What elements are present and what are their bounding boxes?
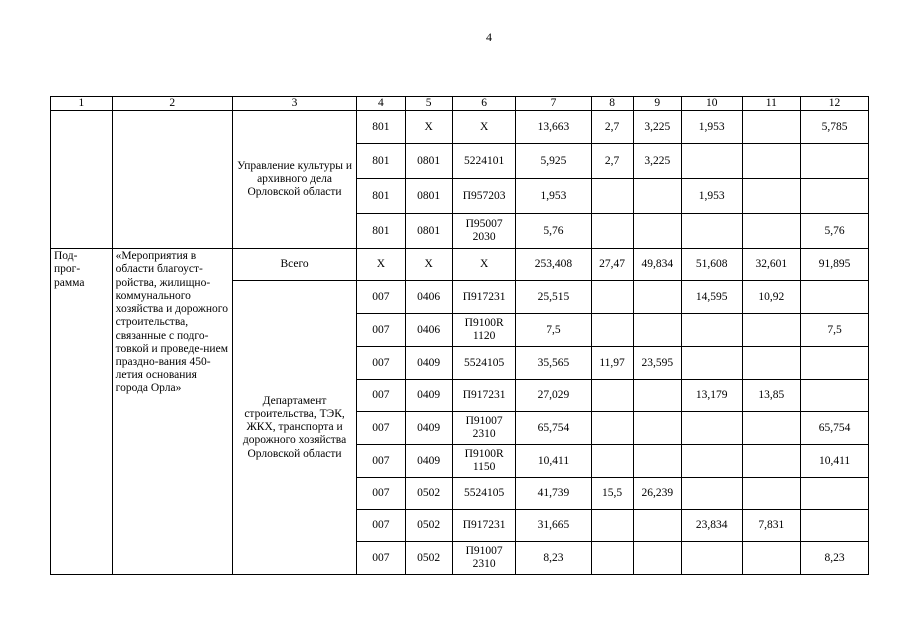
table-cell xyxy=(633,179,681,214)
table-cell xyxy=(591,380,633,412)
page-number: 4 xyxy=(486,30,492,44)
column-number: 10 xyxy=(681,97,742,111)
table-cell: П917231 xyxy=(452,380,516,412)
table-cell: 0409 xyxy=(405,347,452,380)
table-cell: 801 xyxy=(357,111,405,144)
table-cell: 007 xyxy=(357,510,405,542)
table-cell xyxy=(681,347,742,380)
table-cell: 35,565 xyxy=(516,347,591,380)
table-cell: 31,665 xyxy=(516,510,591,542)
table-cell: 51,608 xyxy=(681,249,742,281)
table-cell: 11,97 xyxy=(591,347,633,380)
table-cell xyxy=(742,111,801,144)
table-cell: 65,754 xyxy=(516,412,591,445)
table-cell: 007 xyxy=(357,478,405,510)
table-cell: 5,76 xyxy=(801,214,869,249)
table-cell xyxy=(801,144,869,179)
table-cell xyxy=(681,412,742,445)
table-cell: 007 xyxy=(357,445,405,478)
table-cell: П9100R 1120 xyxy=(452,314,516,347)
table-cell: X xyxy=(452,111,516,144)
table-cell: 0409 xyxy=(405,380,452,412)
table-cell: 801 xyxy=(357,179,405,214)
table-cell: 13,179 xyxy=(681,380,742,412)
table-cell: 0502 xyxy=(405,510,452,542)
organization-cell: Департамент строительства, ТЭК, ЖКХ, транспорта и дорожного хозяйства Орловской области xyxy=(232,281,356,575)
table-cell xyxy=(633,542,681,575)
table-cell: 007 xyxy=(357,380,405,412)
table-cell: 801 xyxy=(357,214,405,249)
table-cell xyxy=(633,412,681,445)
table-cell: 32,601 xyxy=(742,249,801,281)
table-cell xyxy=(633,510,681,542)
table-cell: 23,595 xyxy=(633,347,681,380)
table-cell: 10,411 xyxy=(801,445,869,478)
budget-table xyxy=(50,96,869,575)
table-cell: 0502 xyxy=(405,478,452,510)
empty-cell xyxy=(51,111,113,249)
table-cell: 14,595 xyxy=(681,281,742,314)
table-cell: 1,953 xyxy=(516,179,591,214)
column-number: 5 xyxy=(405,97,452,111)
table-cell: П91007 2310 xyxy=(452,542,516,575)
column-number: 2 xyxy=(112,97,232,111)
table-cell: 2,7 xyxy=(591,144,633,179)
table-cell xyxy=(633,380,681,412)
table-cell: 007 xyxy=(357,412,405,445)
table-cell: П9100R 1150 xyxy=(452,445,516,478)
subprogram-title-cell: «Мероприятия в области благоуст-ройства, жилищно-коммунального хозяйства и дорожного строительства, связанные с подго-товкой и проведе-нием праздно-вания 450-летия основания города Орла» xyxy=(112,249,232,575)
table-cell xyxy=(591,214,633,249)
table-cell xyxy=(591,179,633,214)
table-cell: 0406 xyxy=(405,314,452,347)
table-cell xyxy=(681,542,742,575)
subprogram-type-cell: Под- прог- рамма xyxy=(51,249,113,575)
table-cell xyxy=(742,314,801,347)
table-cell xyxy=(681,445,742,478)
total-row xyxy=(51,249,869,281)
table-cell xyxy=(742,179,801,214)
table-cell: 5,76 xyxy=(516,214,591,249)
table-cell: 801 xyxy=(357,144,405,179)
table-cell: П95007 2030 xyxy=(452,214,516,249)
table-cell xyxy=(801,380,869,412)
table-cell xyxy=(801,179,869,214)
table-cell: 7,5 xyxy=(516,314,591,347)
table-cell xyxy=(681,314,742,347)
table-cell: 91,895 xyxy=(801,249,869,281)
table-cell xyxy=(742,144,801,179)
table-cell xyxy=(633,281,681,314)
table-cell: 0801 xyxy=(405,144,452,179)
table-cell xyxy=(742,445,801,478)
table-cell: 5524105 xyxy=(452,347,516,380)
table-cell: 41,739 xyxy=(516,478,591,510)
table-cell: 7,831 xyxy=(742,510,801,542)
table-cell xyxy=(742,478,801,510)
table-cell: 7,5 xyxy=(801,314,869,347)
table-cell xyxy=(633,214,681,249)
table-cell: 26,239 xyxy=(633,478,681,510)
column-number: 11 xyxy=(742,97,801,111)
table-cell xyxy=(591,281,633,314)
table-cell xyxy=(633,445,681,478)
table-cell: П957203 xyxy=(452,179,516,214)
table-cell: 15,5 xyxy=(591,478,633,510)
table-cell: 3,225 xyxy=(633,111,681,144)
table-cell: 10,411 xyxy=(516,445,591,478)
column-number: 9 xyxy=(633,97,681,111)
table-cell xyxy=(742,347,801,380)
table-cell: 007 xyxy=(357,281,405,314)
column-number: 6 xyxy=(452,97,516,111)
table-cell: 0801 xyxy=(405,214,452,249)
table-cell: 5,785 xyxy=(801,111,869,144)
table-cell: 007 xyxy=(357,314,405,347)
table-cell: 0409 xyxy=(405,445,452,478)
table-cell: 13,85 xyxy=(742,380,801,412)
table-cell xyxy=(801,478,869,510)
empty-cell xyxy=(112,111,232,249)
total-label: Всего xyxy=(232,249,356,281)
table-cell: X xyxy=(405,249,452,281)
table-cell: 007 xyxy=(357,542,405,575)
table-cell: 27,029 xyxy=(516,380,591,412)
table-cell: 0801 xyxy=(405,179,452,214)
table-cell: 0502 xyxy=(405,542,452,575)
column-number: 7 xyxy=(516,97,591,111)
table-cell: 8,23 xyxy=(516,542,591,575)
column-number: 12 xyxy=(801,97,869,111)
table-cell xyxy=(742,412,801,445)
table-cell xyxy=(591,314,633,347)
table-cell: 5524105 xyxy=(452,478,516,510)
table-cell xyxy=(591,510,633,542)
table-cell xyxy=(801,281,869,314)
table-cell: 007 xyxy=(357,347,405,380)
table-cell: 5224101 xyxy=(452,144,516,179)
table-cell xyxy=(742,542,801,575)
table-cell: 65,754 xyxy=(801,412,869,445)
table-cell: X xyxy=(357,249,405,281)
table-cell xyxy=(591,542,633,575)
table-cell xyxy=(681,478,742,510)
table-cell: П917231 xyxy=(452,281,516,314)
table-cell: 253,408 xyxy=(516,249,591,281)
table-cell: 23,834 xyxy=(681,510,742,542)
table-cell xyxy=(591,412,633,445)
table-cell xyxy=(742,214,801,249)
table-cell: 1,953 xyxy=(681,111,742,144)
table-row xyxy=(51,111,869,144)
table-cell xyxy=(591,445,633,478)
table-cell: 10,92 xyxy=(742,281,801,314)
table-cell: 5,925 xyxy=(516,144,591,179)
column-number: 3 xyxy=(232,97,356,111)
table-cell xyxy=(801,347,869,380)
table-cell: 0409 xyxy=(405,412,452,445)
table-cell: 1,953 xyxy=(681,179,742,214)
column-number: 4 xyxy=(357,97,405,111)
organization-cell: Управление культуры и архивного дела Орловской области xyxy=(232,111,356,249)
table-cell: 13,663 xyxy=(516,111,591,144)
table-cell: 49,834 xyxy=(633,249,681,281)
table-cell: 25,515 xyxy=(516,281,591,314)
column-number: 8 xyxy=(591,97,633,111)
column-number: 1 xyxy=(51,97,113,111)
table-cell xyxy=(801,510,869,542)
table-cell xyxy=(633,314,681,347)
table-cell xyxy=(681,144,742,179)
table-cell xyxy=(681,214,742,249)
table-cell: 3,225 xyxy=(633,144,681,179)
table-cell: 27,47 xyxy=(591,249,633,281)
header-row xyxy=(51,97,869,111)
table-cell: 0406 xyxy=(405,281,452,314)
table-cell: X xyxy=(452,249,516,281)
table-cell: 2,7 xyxy=(591,111,633,144)
table-cell: X xyxy=(405,111,452,144)
table-cell: П91007 2310 xyxy=(452,412,516,445)
table-cell: П917231 xyxy=(452,510,516,542)
table-cell: 8,23 xyxy=(801,542,869,575)
